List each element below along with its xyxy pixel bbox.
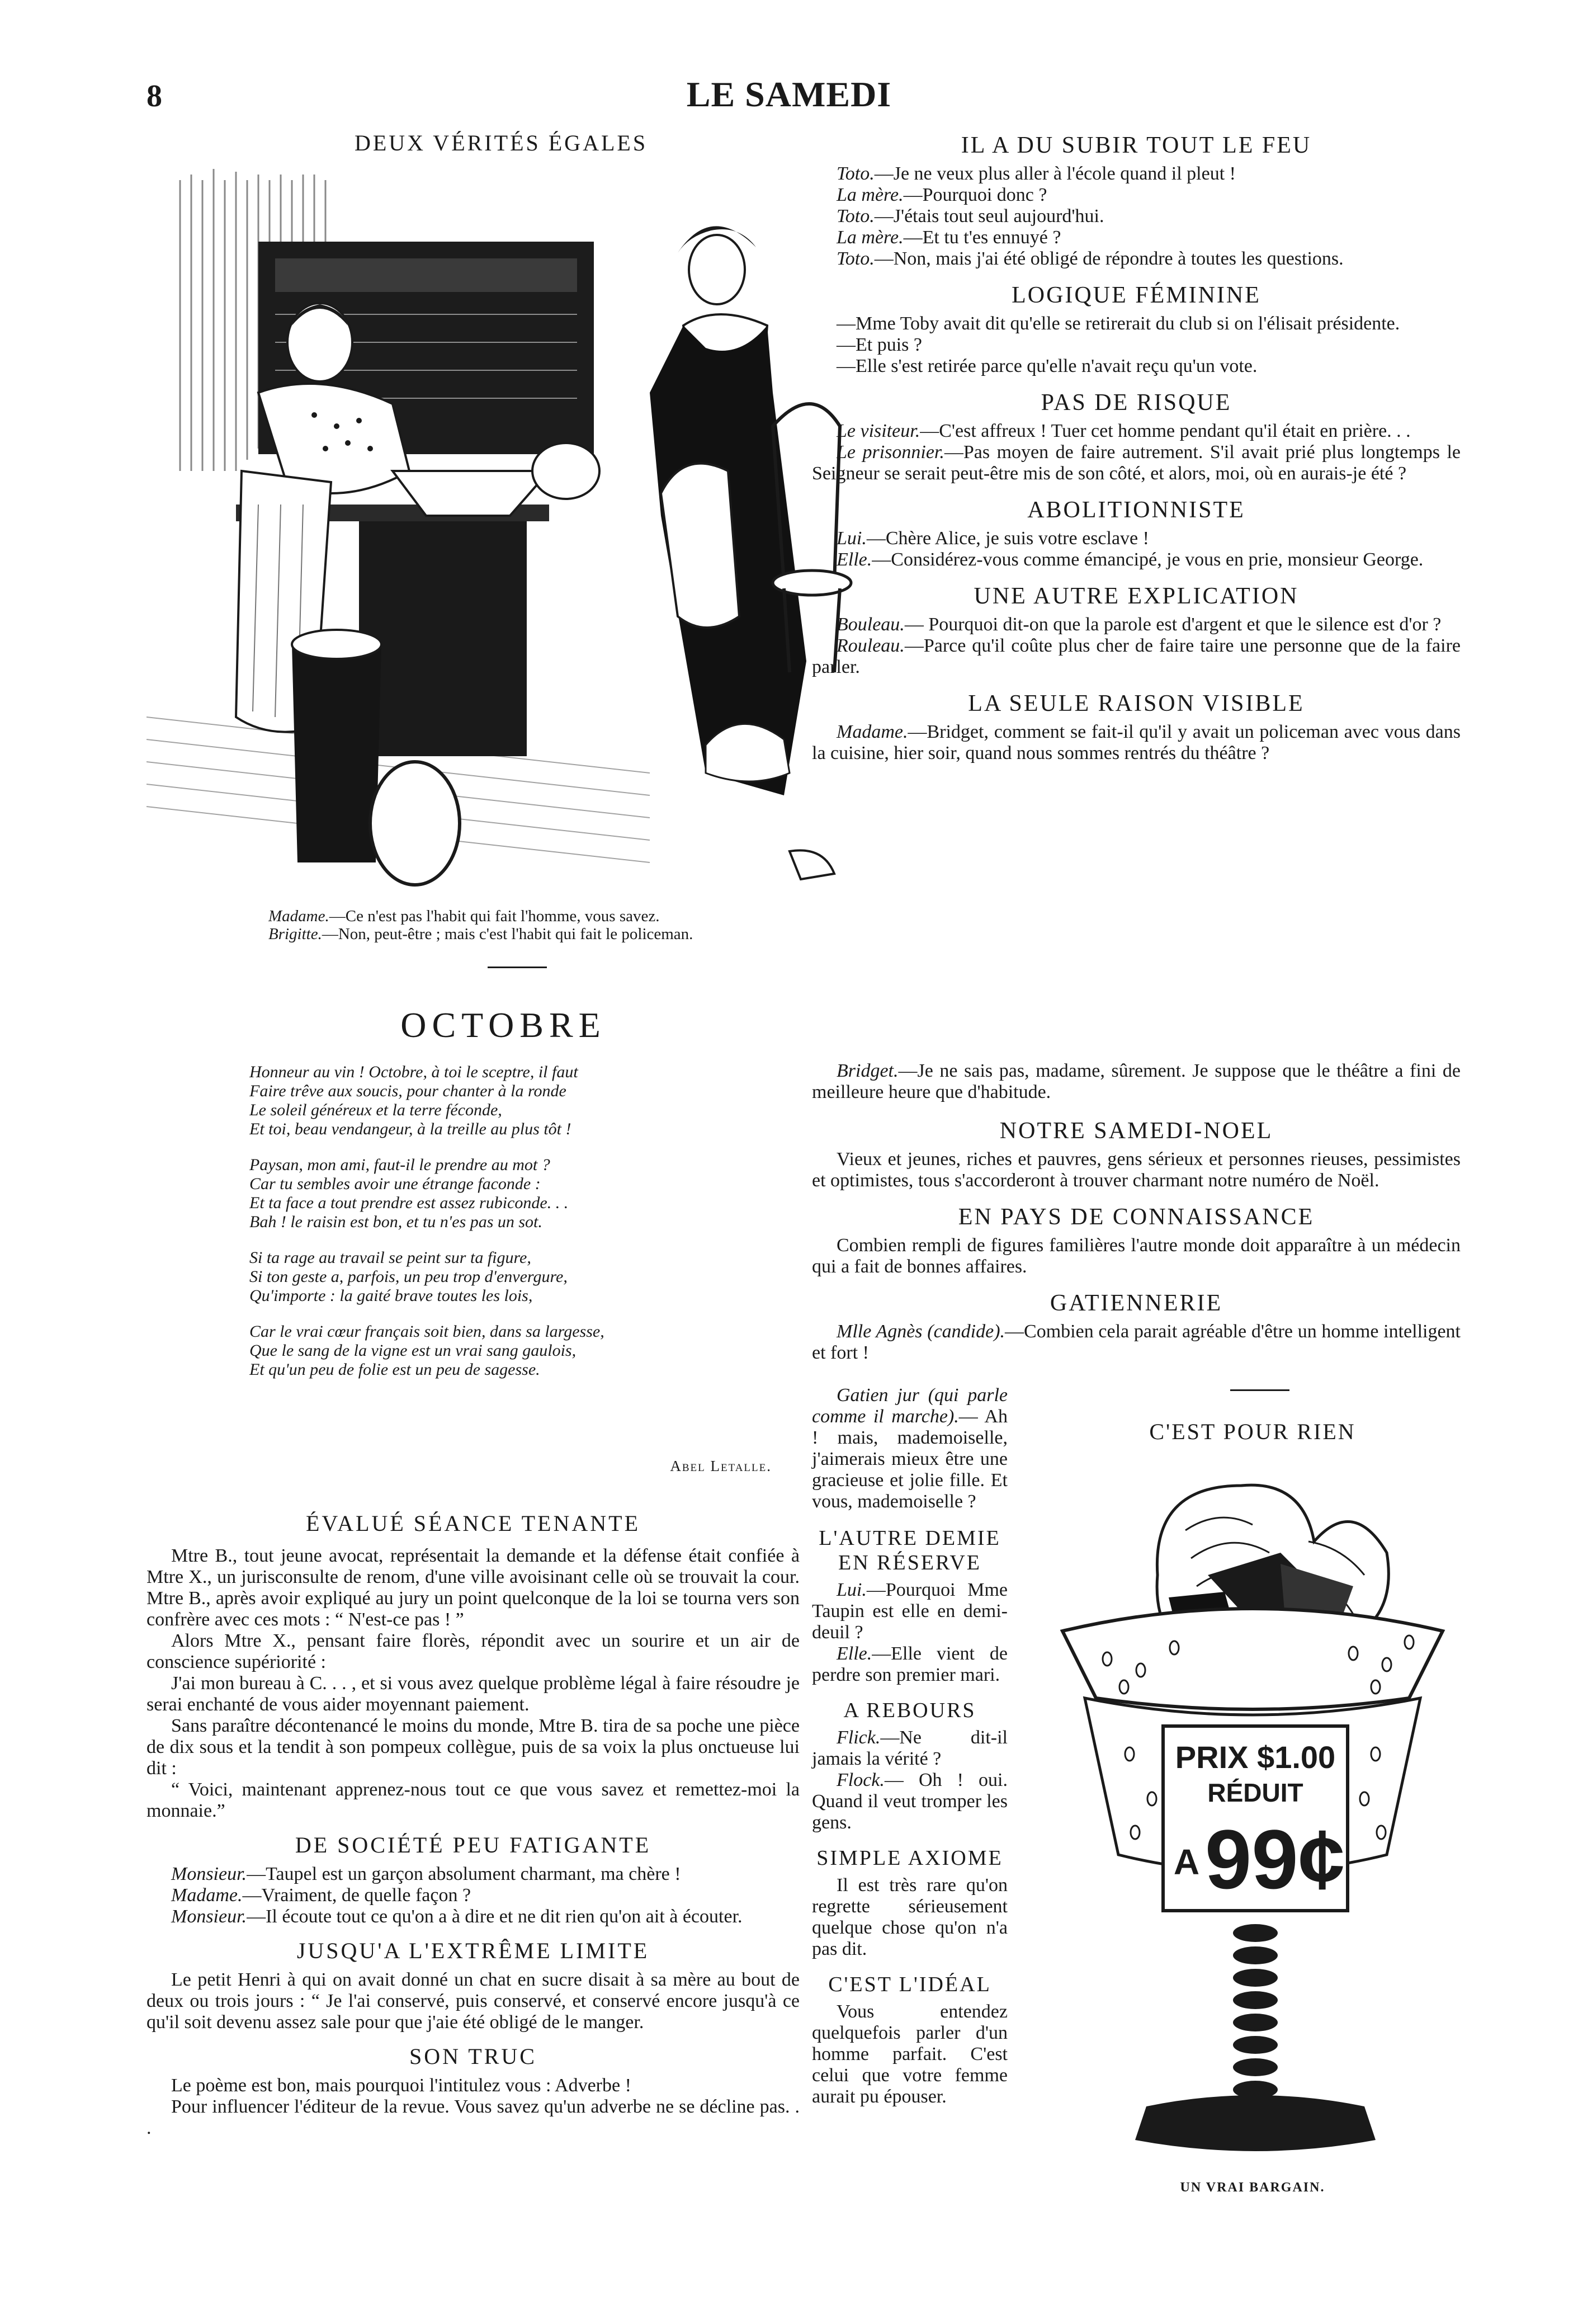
speaker: Bridget.	[837, 1060, 899, 1081]
article-evalue	[147, 1545, 800, 1822]
speaker: Gatien jur (qui parle comme il marche).	[812, 1385, 1008, 1427]
dialog-line	[812, 227, 1461, 248]
line-text: —Bridget, comment se fait-il qu'il y avait un policeman avec vous dans la cuisine, hier soir, quand nous sommes rentrés du théâtre ?	[812, 722, 1461, 763]
article-truc	[147, 2075, 800, 2139]
line-text: —Et tu t'es ennuyé ?	[903, 227, 1061, 248]
article-pays	[812, 1235, 1461, 1278]
article-raison	[812, 722, 1461, 764]
article-logique	[812, 313, 1461, 377]
article-title-noel: NOTRE SAMEDI-NOEL	[999, 1118, 1273, 1144]
article-noel	[812, 1149, 1461, 1191]
poem-line: Faire trêve aux soucis, pour chanter à la ronde	[249, 1082, 566, 1100]
dialog-line	[812, 185, 1461, 206]
speaker: Madame.	[837, 722, 908, 742]
speaker: Toto.	[837, 163, 875, 184]
paragraph: —Mme Toby avait dit qu'elle se retirerait du club si on l'élisait présidente.	[837, 313, 1400, 334]
masthead-title: LE SAMEDI	[686, 74, 892, 114]
line-text: —Vraiment, de quelle façon ?	[242, 1885, 471, 1906]
paragraph: —Et puis ?	[837, 334, 922, 355]
illustration-caption	[268, 907, 939, 943]
caption-text: —Non, peut-être ; mais c'est l'habit qui fait le policeman.	[322, 925, 693, 943]
line-text: — Oh ! oui. Quand il veut tromper les gens.	[812, 1770, 1008, 1833]
article-title-risque: PAS DE RISQUE	[1041, 390, 1232, 416]
paragraph: Pour influencer l'éditeur de la revue. Vous savez qu'un adverbe ne se décline pas. . .	[147, 2096, 800, 2138]
line-text: —Pourquoi Mme Taupin est elle en demi-deuil ?	[812, 1580, 1008, 1643]
page-number: 8	[147, 79, 162, 114]
price-tag-reduced-label: RÉDUIT	[1207, 1778, 1303, 1807]
dialog-line	[812, 1727, 1008, 1770]
line-text: —Je ne veux plus aller à l'école quand il pleut !	[874, 163, 1236, 184]
kitchen-illustration	[147, 158, 856, 896]
speaker: Elle.	[837, 1643, 872, 1664]
line-text: —Combien cela parait agréable d'être un homme intelligent et fort !	[812, 1321, 1461, 1363]
paragraph: Alors Mtre X., pensant faire florès, répondit avec un sourire et un air de conscience supériorité :	[147, 1630, 800, 1672]
poem-line: Que le sang de la vigne est un vrai sang gaulois,	[249, 1341, 577, 1360]
article-title-truc: SON TRUC	[409, 2044, 537, 2069]
article-title-abolition: ABOLITIONNISTE	[1027, 497, 1245, 523]
article-axiome	[812, 1875, 1008, 1960]
line-text: —Il écoute tout ce qu'on a à dire et ne dit rien qu'on ait à écouter.	[247, 1906, 743, 1927]
speaker: La mère.	[837, 227, 904, 248]
article-societe	[147, 1864, 800, 1927]
paragraph: Vous entendez quelquefois parler d'un homme parfait. C'est celui que votre femme aurait pu épouser.	[812, 2001, 1008, 2107]
dialog-line	[812, 248, 1461, 270]
speaker: La mère.	[837, 185, 904, 205]
line-text: —J'étais tout seul aujourd'hui.	[874, 206, 1104, 227]
speaker: Flock.	[837, 1770, 885, 1790]
article-jusqua	[147, 1969, 800, 2033]
dialog-line	[812, 1321, 1461, 1364]
illustration-title: DEUX VÉRITÉS ÉGALES	[354, 130, 648, 155]
paragraph: —Elle s'est retirée parce qu'elle n'avait reçu qu'un vote.	[837, 356, 1258, 376]
article-rebours	[812, 1727, 1008, 1833]
article-abolition	[812, 528, 1461, 571]
article-gatiennerie-1	[812, 1321, 1461, 1364]
speaker: Lui.	[837, 528, 867, 549]
article-title-axiome: SIMPLE AXIOME	[816, 1846, 1003, 1870]
poem-line: Et toi, beau vendangeur, à la treille au plus tôt !	[249, 1120, 571, 1138]
article-ideal	[812, 2001, 1008, 2108]
article-explication	[812, 614, 1461, 678]
article-title-ideal: C'EST L'IDÉAL	[828, 1973, 991, 1996]
speaker: Flick.	[837, 1727, 881, 1748]
poem-line: Paysan, mon ami, faut-il le prendre au mot ?	[249, 1156, 550, 1174]
line-text: —Ne dit-il jamais la vérité ?	[812, 1727, 1008, 1769]
line-text: —Pas moyen de faire autrement. S'il avait prié plus longtemps le Seigneur se serait peut-être mis de son côté, et alors, moi, où en aurais-je été ?	[812, 442, 1461, 484]
bargain-caption: UN VRAI BARGAIN.	[1180, 2180, 1325, 2195]
dialog-line	[812, 421, 1461, 442]
article-gatiennerie-2	[812, 1385, 1008, 1512]
separator-rule	[1230, 1389, 1289, 1391]
dialog-line	[812, 1580, 1008, 1643]
price-tag-price: 99¢	[1204, 1812, 1345, 1906]
speaker: Toto.	[837, 248, 875, 269]
poem-line: Honneur au vin ! Octobre, à toi le sceptre, il faut	[249, 1063, 578, 1081]
speaker: Toto.	[837, 206, 875, 227]
poem-stanza	[249, 1063, 809, 1139]
poem-line: Car le vrai cœur français soit bien, dans sa largesse,	[249, 1322, 604, 1341]
article-title-logique: LOGIQUE FÉMININE	[1012, 282, 1261, 308]
article-demie	[812, 1580, 1008, 1686]
line-text: —Pourquoi donc ?	[903, 185, 1047, 205]
article-title-jusqua: JUSQU'A L'EXTRÊME LIMITE	[296, 1938, 650, 1963]
poem-signature: Abel Letalle.	[670, 1458, 772, 1474]
dialog-line	[812, 163, 1461, 185]
hat-on-stand-illustration	[1040, 1463, 1465, 2162]
speaker: Elle.	[837, 549, 872, 570]
dialog-line	[812, 722, 1461, 764]
article-title-societe: DE SOCIÉTÉ PEU FATIGANTE	[295, 1832, 651, 1858]
paragraph: Mtre B., tout jeune avocat, représentait la demande et la défense était confiée à Mtre X., un jurisconsulte de renom, d'une ville avoisinant celle où se trouvait la cour. Mtre B., après avoir expliqué au jury un point quelconque de la loi se tourna vers son confrère avec ces mots : “ N'est-ce pas ! ”	[147, 1545, 800, 1630]
line-text: —Non, mais j'ai été obligé de répondre à toutes les questions.	[874, 248, 1344, 269]
paragraph: Le petit Henri à qui on avait donné un chat en sucre disait à sa mère au bout de deux ou trois jours : “ Je l'ai conservé, puis conservé, et conservé encore jusqu'à ce qu'il soit devenu assez sale pour que j'aie été obligé de le manger.	[147, 1969, 800, 2033]
poem-line: Si ta rage au travail se peint sur ta figure,	[249, 1248, 531, 1267]
dialog-line	[812, 614, 1461, 635]
poem-stanza	[249, 1248, 809, 1305]
article-title-evalue: ÉVALUÉ SÉANCE TENANTE	[305, 1511, 641, 1536]
paragraph: J'ai mon bureau à C. . . , et si vous avez quelque problème légal à faire résoudre je serai enchanté de vous aider moyennant paiement.	[147, 1673, 800, 1715]
poem-line: Car tu sembles avoir une étrange faconde :	[249, 1175, 541, 1193]
right-articles-column	[812, 132, 1461, 764]
dialog-line	[812, 635, 1461, 678]
speaker: Rouleau.	[837, 635, 905, 656]
price-tag-a: A	[1173, 1842, 1200, 1882]
dialog-line	[812, 1060, 1461, 1103]
paragraph: Vieux et jeunes, riches et pauvres, gens sérieux et personnes rieuses, pessimistes et optimistes, tous s'accorderont à trouver charmant notre numéro de Noël.	[812, 1149, 1461, 1191]
poem-stanza	[249, 1156, 809, 1232]
speaker: Bouleau.	[837, 614, 905, 635]
line-text: — Ah ! mais, mademoiselle, j'aimerais mieux être une gracieuse et jolie fille. Et vous, mademoiselle ?	[812, 1406, 1008, 1512]
line-text: —Je ne sais pas, madame, sûrement. Je suppose que le théâtre a fini de meilleure heure que d'habitude.	[812, 1060, 1461, 1102]
dialog-line	[147, 1906, 800, 1927]
paragraph: Combien rempli de figures familières l'autre monde doit apparaître à un médecin qui a fait de bonnes affaires.	[812, 1235, 1461, 1277]
caption-line-2	[268, 925, 939, 943]
dialog-line	[812, 1643, 1008, 1686]
line-text: —C'est affreux ! Tuer cet homme pendant qu'il était en prière. . .	[920, 421, 1411, 441]
poem-body	[249, 1063, 809, 1396]
poem-line: Bah ! le raisin est bon, et tu n'es pas un sot.	[249, 1213, 542, 1231]
speaker: Lui.	[837, 1580, 867, 1600]
paragraph: Sans paraître décontenancé le moins du monde, Mtre B. tira de sa poche une pièce de dix sous et la tendit à son pompeux collègue, puis de sa voix la plus onctueuse lui dit :	[147, 1715, 800, 1779]
line-text: —Elle vient de perdre son premier mari.	[812, 1643, 1008, 1685]
article-feu	[812, 163, 1461, 270]
poem-line: Si ton geste a, parfois, un peu trop d'envergure,	[249, 1267, 568, 1286]
caption-text: —Ce n'est pas l'habit qui fait l'homme, vous savez.	[329, 907, 660, 925]
line-text: —Taupel est un garçon absolument charmant, ma chère !	[247, 1864, 681, 1884]
article-title-demie: L'AUTRE DEMIE EN RÉSERVE	[819, 1526, 1001, 1575]
left-articles-column	[147, 1510, 800, 2139]
line-text: — Pourquoi dit-on que la parole est d'argent et que le silence est d'or ?	[904, 614, 1442, 635]
poem-stanza	[249, 1322, 809, 1379]
poem-line: Et ta face a tout prendre est assez rubiconde. . .	[249, 1194, 569, 1212]
article-raison-continued	[812, 1060, 1461, 1103]
paragraph: “ Voici, maintenant apprenez-nous tout ce que vous savez et remettez-moi la monnaie.”	[147, 1779, 800, 1821]
line-text: —Chère Alice, je suis votre esclave !	[866, 528, 1149, 549]
caption-line-1	[268, 907, 939, 925]
poem-title: OCTOBRE	[400, 1005, 606, 1045]
article-title-feu: IL A DU SUBIR TOUT LE FEU	[961, 133, 1312, 158]
poem-line: Et qu'un peu de folie est un peu de sagesse.	[249, 1360, 540, 1379]
speaker: Monsieur.	[171, 1864, 247, 1884]
article-title-raison: LA SEULE RAISON VISIBLE	[968, 691, 1305, 716]
dialog-line	[812, 1770, 1008, 1833]
separator-rule	[488, 967, 547, 968]
caption-speaker: Madame.	[268, 907, 329, 925]
paragraph: Il est très rare qu'on regrette sérieusement quelque chose qu'on n'a pas dit.	[812, 1875, 1008, 1959]
speaker: Le visiteur.	[837, 421, 920, 441]
dialog-line	[812, 1385, 1008, 1512]
poem-line: Le soleil généreux et la terre féconde,	[249, 1101, 502, 1119]
right-wide-section	[812, 1060, 1461, 1364]
article-title-gatiennerie: GATIENNERIE	[1050, 1290, 1223, 1316]
line-text: —Parce qu'il coûte plus cher de faire taire une personne que de la faire parler.	[812, 635, 1461, 677]
line-text: —Considérez-vous comme émancipé, je vous en prie, monsieur George.	[872, 549, 1424, 570]
article-title-rebours: A REBOURS	[843, 1699, 976, 1722]
speaker: Mlle Agnès (candide).	[837, 1321, 1005, 1342]
speaker: Monsieur.	[171, 1906, 247, 1927]
article-title-pays: EN PAYS DE CONNAISSANCE	[958, 1204, 1315, 1230]
dialog-line	[812, 549, 1461, 571]
paragraph: Le poème est bon, mais pourquoi l'intitulez vous : Adverbe !	[171, 2075, 631, 2096]
dialog-line	[812, 442, 1461, 484]
narrow-column	[812, 1385, 1008, 2108]
bargain-title: C'EST POUR RIEN	[1149, 1419, 1356, 1444]
article-risque	[812, 421, 1461, 484]
dialog-line	[812, 206, 1461, 227]
dialog-line	[147, 1885, 800, 1906]
article-title-explication: UNE AUTRE EXPLICATION	[974, 583, 1299, 609]
dialog-line	[812, 528, 1461, 549]
speaker: Le prisonnier.	[837, 442, 944, 463]
dialog-line	[147, 1864, 800, 1885]
poem-line: Qu'importe : la gaité brave toutes les lois,	[249, 1286, 533, 1305]
price-tag-original: PRIX $1.00	[1175, 1740, 1336, 1775]
speaker: Madame.	[171, 1885, 243, 1906]
caption-speaker: Brigitte.	[268, 925, 322, 943]
